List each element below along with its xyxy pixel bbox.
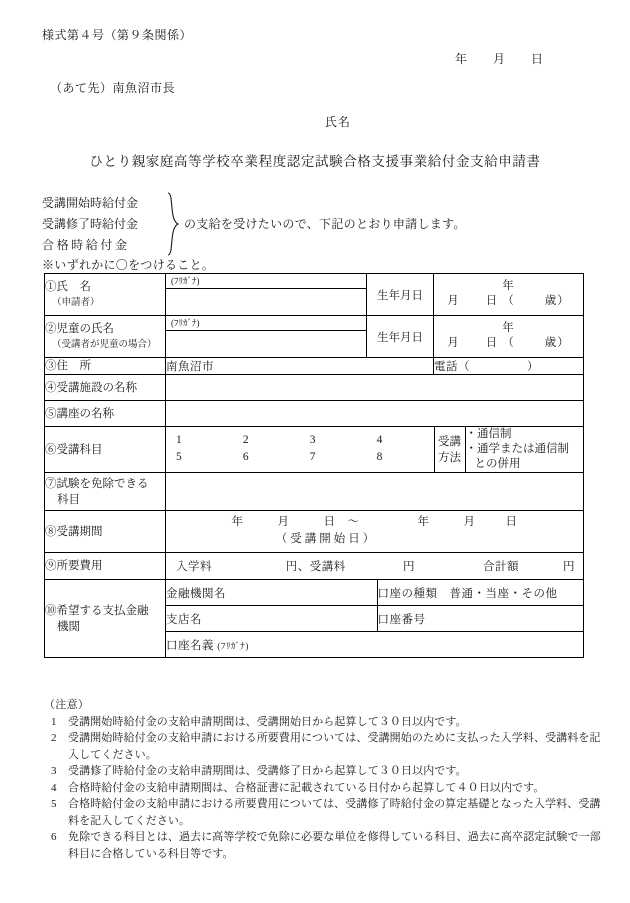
table-row-bank — [45, 580, 584, 658]
row-label-child-main: ②児童の氏名 — [45, 322, 114, 335]
table-row-course — [45, 401, 584, 427]
note-number: 3 — [51, 765, 57, 777]
method-option-combined[interactable]: ・通学または通信制 — [465, 443, 569, 455]
submission-date-line — [455, 50, 544, 67]
row-label-child-sub: （受講者が児童の場合） — [52, 339, 157, 350]
date-day-label: 日 — [531, 52, 544, 66]
row-label-bank — [45, 580, 166, 658]
dob-paren-applicant: （ — [502, 295, 515, 307]
applicant-name-label: 氏名 — [325, 115, 352, 129]
table-row-name — [45, 274, 584, 316]
telephone-label: 電話 — [434, 361, 458, 373]
telephone-paren: （ ） — [458, 361, 539, 373]
note-text: 合格時給付金の支給申請における所要費用については、受講修了時給付金の算定基礎となった入学料、受講料を記入してください。 — [68, 798, 601, 827]
note-item — [44, 796, 604, 829]
table-row-facility — [45, 375, 584, 401]
table-row-exempt-subjects — [45, 473, 584, 511]
child-name-input[interactable] — [166, 331, 366, 357]
row-label-subjects — [45, 427, 166, 473]
method-option-combined-cont: との併用 — [474, 458, 521, 470]
curly-brace-icon — [166, 192, 180, 256]
period-start-year: 年 — [231, 516, 244, 528]
note-item — [44, 780, 604, 797]
account-type-selector[interactable] — [377, 580, 583, 606]
benefit-option-start[interactable]: 受講開始時給付金 — [42, 196, 139, 210]
bank-inner-table — [166, 580, 583, 657]
child-name-input-cell[interactable] — [166, 316, 367, 358]
account-holder-furigana-label: (ﾌﾘｶﾞﾅ) — [217, 640, 249, 651]
name-input-cell[interactable] — [166, 274, 367, 316]
facility-name-input[interactable] — [166, 375, 584, 401]
date-year-label: 年 — [455, 52, 468, 66]
note-text: 受講開始時給付金の支給申請期間は、受講開始日から起算して３０日以内です。 — [68, 715, 467, 728]
method-label-line1: 受講 — [438, 435, 461, 448]
subjects-and-method-cell — [166, 427, 584, 473]
circle-instruction-note: ※いずれかに〇をつけること。 — [42, 258, 215, 272]
subject-slot-1[interactable]: 1 — [176, 434, 182, 446]
period-end-day: 日 — [505, 516, 518, 528]
row-label-bank-cont: 機関 — [57, 620, 80, 633]
application-table — [44, 273, 584, 658]
note-item — [44, 829, 604, 862]
row-label-child-name — [45, 316, 166, 358]
table-row-child-name — [45, 316, 584, 358]
period-sub-note: （受講開始日） — [275, 533, 378, 545]
row-label-address — [45, 358, 166, 375]
period-end-year: 年 — [417, 516, 430, 528]
subjects-grid[interactable] — [166, 427, 434, 472]
note-number: 2 — [51, 732, 57, 744]
benefit-option-completion[interactable]: 受講修了時給付金 — [42, 217, 139, 231]
subject-slot-5[interactable]: 5 — [176, 451, 182, 463]
bank-name-input[interactable] — [166, 580, 377, 606]
bank-details-cell — [166, 580, 584, 658]
note-number: 1 — [51, 715, 57, 728]
account-type-options[interactable]: 普通・当座・その他 — [449, 587, 558, 600]
note-text: 受講開始時給付金の支給申請における所要費用については、受講開始のために支払った入学料、受講料を記入してください。 — [68, 732, 601, 761]
method-label-line2: 方法 — [438, 451, 461, 464]
row-label-facility — [45, 375, 166, 401]
subject-slot-8[interactable]: 8 — [376, 451, 383, 463]
dob-year-child: 年 — [502, 322, 515, 334]
costs-input[interactable] — [166, 553, 584, 580]
row-label-subjects-text: ⑥受講科目 — [45, 443, 103, 456]
period-start-day: 日 — [323, 516, 336, 528]
row-label-period-text: ⑧受講期間 — [45, 525, 103, 538]
exempt-subjects-input[interactable] — [166, 473, 584, 511]
form-code: 様式第４号（第９条関係） — [42, 28, 193, 42]
row-label-costs-text: ⑨所要費用 — [45, 560, 103, 572]
subject-slot-4[interactable]: 4 — [376, 434, 383, 446]
row-label-period — [45, 511, 166, 553]
note-text: 合格時給付金の支給申請期間は、合格証書に記載されている日付から起算して４０日以内です。 — [68, 781, 545, 794]
dob-label-applicant: 生年月日 — [367, 274, 434, 316]
furigana-label-applicant: (ﾌﾘｶﾞﾅ) — [166, 274, 366, 289]
dob-day-child: 日 — [485, 337, 499, 349]
dob-age-child: 歳） — [544, 337, 570, 349]
branch-name-input[interactable] — [166, 606, 377, 632]
note-text: 免除できる科目とは、過去に高等学校で免除に必要な単位を修得している科目、過去に高卒認定試験で一部科目に合格している科目等です。 — [68, 831, 601, 860]
method-options[interactable] — [465, 427, 583, 472]
notes-heading: （注意） — [44, 699, 90, 711]
subject-slot-6[interactable]: 6 — [242, 451, 249, 463]
benefit-option-list — [42, 193, 164, 256]
dob-month-child: 月 — [447, 337, 460, 349]
row-label-course — [45, 401, 166, 427]
account-type-label: 口座の種類 — [377, 587, 438, 600]
row-label-bank-main: ⑩希望する支払金融 — [45, 604, 149, 617]
note-number: 6 — [51, 831, 57, 843]
note-item — [44, 730, 604, 763]
note-number: 4 — [51, 781, 57, 794]
account-holder-label: 口座名義 — [166, 639, 214, 652]
row-label-exempt — [45, 473, 166, 511]
period-input[interactable] — [166, 511, 584, 553]
subjects-method-inner-table — [166, 427, 583, 472]
dob-month-applicant: 月 — [447, 295, 460, 307]
row-label-name-sub: （申請者） — [52, 297, 100, 308]
benefit-selection-block — [42, 193, 562, 255]
row-label-course-text: ⑤講座の名称 — [45, 407, 114, 420]
subject-slot-3[interactable]: 3 — [309, 434, 316, 446]
bank-name-label: 金融機関名 — [166, 587, 226, 600]
note-text: 受講修了時給付金の支給申請期間は、受講修了日から起算して３０日以内です。 — [68, 765, 467, 777]
dob-input-child[interactable] — [434, 316, 584, 358]
telephone-input[interactable] — [434, 358, 584, 375]
table-row-costs — [45, 553, 584, 580]
period-start-month: 月 — [277, 516, 290, 528]
dob-paren-child: （ — [502, 337, 515, 349]
furigana-label-child: (ﾌﾘｶﾞﾅ) — [166, 316, 366, 331]
row-label-exempt-main: ⑦試験を免除できる — [45, 477, 149, 490]
table-row-subjects — [45, 427, 584, 473]
method-option-correspondence[interactable]: ・通信制 — [465, 428, 512, 440]
course-name-input[interactable] — [166, 401, 584, 427]
period-tilde: 〜 — [347, 516, 360, 528]
date-month-label: 月 — [493, 52, 506, 66]
cost-tuition-unit: 円 — [403, 561, 415, 573]
page-title: ひとり親家庭高等学校卒業程度認定試験合格支援事業給付金支給申請書 — [89, 154, 541, 169]
note-item — [44, 763, 604, 780]
row-label-facility-text: ④受講施設の名称 — [45, 381, 137, 394]
dob-input-applicant[interactable] — [434, 274, 584, 316]
cost-admission-label: 入学料 — [176, 561, 212, 573]
cost-total-unit: 円 — [563, 561, 575, 573]
period-end-month: 月 — [463, 516, 476, 528]
branch-name-label: 支店名 — [166, 613, 202, 626]
account-number-input[interactable] — [377, 606, 583, 632]
row-label-name — [45, 274, 166, 316]
row-label-name-main: ①氏 名 — [45, 280, 91, 293]
cost-total-label: 合計額 — [483, 561, 519, 573]
subject-slot-7[interactable]: 7 — [309, 451, 316, 463]
dob-day-applicant: 日 — [485, 295, 499, 307]
row-label-exempt-cont: 科目 — [57, 493, 80, 506]
note-number: 5 — [51, 798, 57, 810]
cost-tuition-label: 円、受講料 — [285, 561, 346, 573]
subject-slot-2[interactable]: 2 — [242, 434, 249, 446]
account-number-label: 口座番号 — [377, 613, 426, 626]
method-label — [434, 427, 465, 472]
dob-age-applicant: 歳） — [544, 295, 570, 307]
dob-year-applicant: 年 — [502, 280, 515, 292]
notes-section — [44, 697, 604, 862]
table-row-period — [45, 511, 584, 553]
table-row-address — [45, 358, 584, 375]
row-label-address-text: ③住 所 — [45, 360, 91, 372]
dob-label-child: 生年月日 — [367, 316, 434, 358]
benefit-option-pass[interactable]: 合格時給付金 — [42, 238, 130, 252]
address-input[interactable]: 南魚沼市 — [166, 358, 434, 375]
applicant-name-input[interactable] — [166, 289, 366, 315]
addressee: （あて先）南魚沼市長 — [50, 81, 176, 95]
note-item — [44, 714, 604, 731]
benefit-sentence: の支給を受けたいので、下記のとおり申請します。 — [184, 217, 466, 231]
row-label-costs — [45, 553, 166, 580]
account-holder-input[interactable] — [166, 632, 583, 658]
